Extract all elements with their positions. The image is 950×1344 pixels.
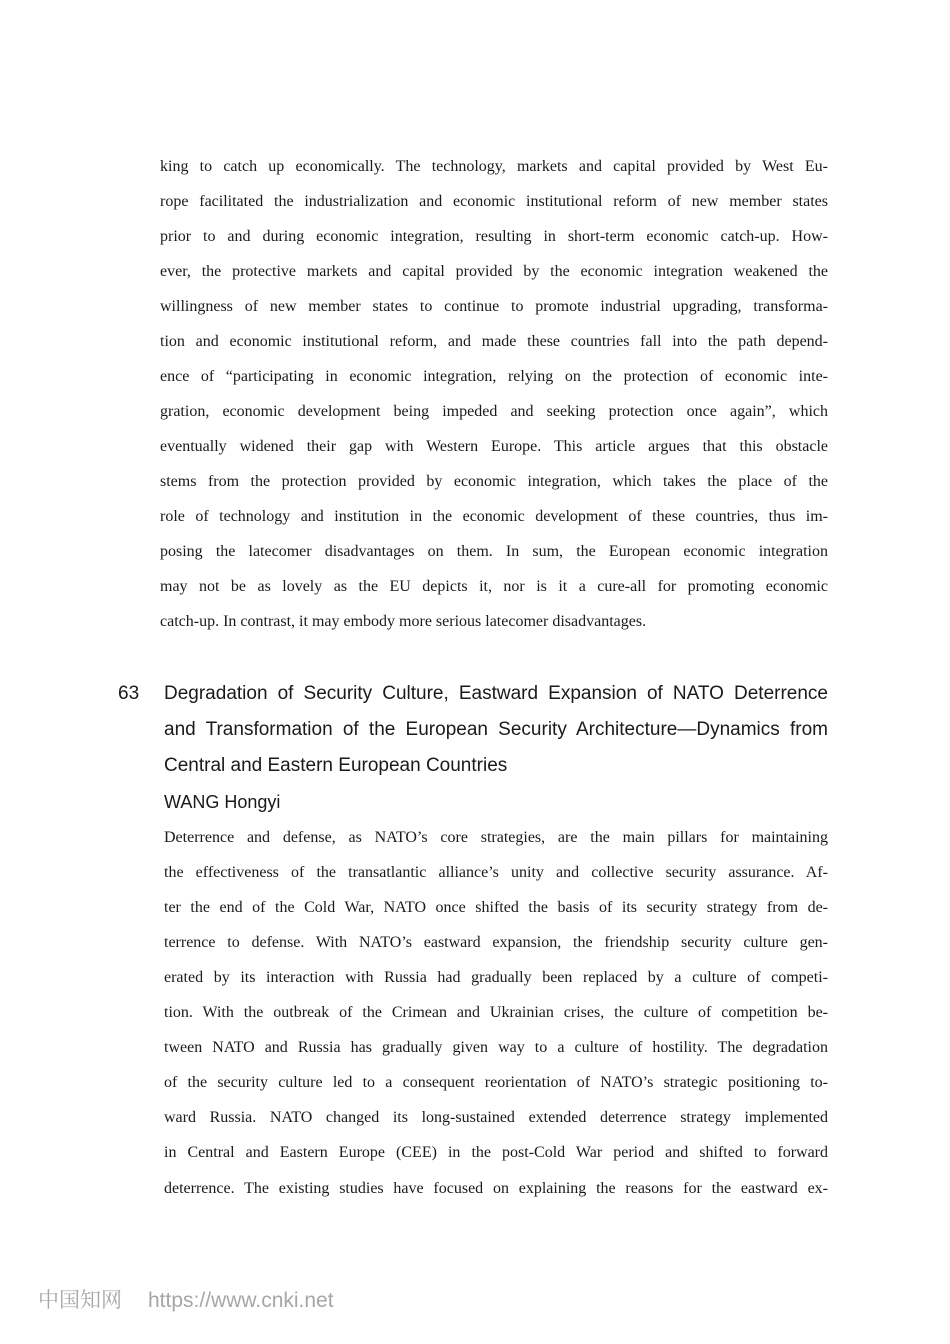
abstract-line: king to catch up economically. The technology, markets and capital provided by West Eu- [160,158,828,175]
cnki-watermark [38,1287,334,1314]
abstract-line: ter the end of the Cold War, NATO once shifted the basis of its security strategy from de- [164,899,828,916]
title-line: Degradation of Security Culture, Eastward Expansion of NATO Deterrence [164,683,828,704]
entry-number: 63 [118,683,140,704]
abstract-line: willingness of new member states to continue to promote industrial upgrading, transforma- [160,298,828,315]
title-line: Central and Eastern European Countries [164,755,508,776]
abstract-line: deterrence. The existing studies have focused on explaining the reasons for the eastward ex- [164,1180,828,1197]
abstract-line: erated by its interaction with Russia had gradually been replaced by a culture of competi- [164,969,828,986]
abstract-line: posing the latecomer disadvantages on them. In sum, the European economic integration [160,543,828,560]
abstract-line: rope facilitated the industrialization and economic institutional reform of new member states [160,193,828,210]
abstract-line: tion. With the outbreak of the Crimean and Ukrainian crises, the culture of competition be- [164,1004,828,1021]
abstract-line: catch-up. In contrast, it may embody more serious latecomer disadvantages. [160,613,647,630]
abstract-line: role of technology and institution in the economic development of these countries, thus im- [160,508,828,525]
watermark-brand: 中国知网 [38,1288,122,1312]
watermark-url[interactable]: https://www.cnki.net [148,1289,334,1312]
abstract-line: prior to and during economic integration, resulting in short-term economic catch-up. How- [160,228,828,245]
abstract-line: of the security culture led to a consequent reorientation of NATO’s strategic positioning to- [164,1074,828,1091]
author-name: WANG Hongyi [164,792,281,812]
abstract-line: ence of “participating in economic integration, relying on the protection of economic inte- [160,368,828,385]
abstract-line: gration, economic development being impeded and seeking protection once again”, which [160,403,828,420]
abstract-line: eventually widened their gap with Western Europe. This article argues that this obstacle [160,438,828,455]
abstract-line: ever, the protective markets and capital provided by the economic integration weakened the [160,263,828,280]
abstract-line: terrence to defense. With NATO’s eastward expansion, the friendship security culture gen- [164,934,828,951]
abstract-line: tion and economic institutional reform, and made these countries fall into the path depend- [160,333,828,350]
title-line: and Transformation of the European Security Architecture—Dynamics from [164,719,828,740]
abstract-line: in Central and Eastern Europe (CEE) in the post-Cold War period and shifted to forward [164,1144,828,1161]
abstract-line: stems from the protection provided by economic integration, which takes the place of the [160,473,828,490]
abstract-line: the effectiveness of the transatlantic alliance’s unity and collective security assurance. Af- [164,864,828,881]
abstract-line: tween NATO and Russia has gradually given way to a culture of hostility. The degradation [164,1039,828,1056]
abstract-line: may not be as lovely as the EU depicts it, nor is it a cure-all for promoting economic [160,578,828,595]
abstract-line: ward Russia. NATO changed its long-sustained extended deterrence strategy implemented [164,1109,828,1126]
abstract-line: Deterrence and defense, as NATO’s core strategies, are the main pillars for maintaining [164,829,828,846]
